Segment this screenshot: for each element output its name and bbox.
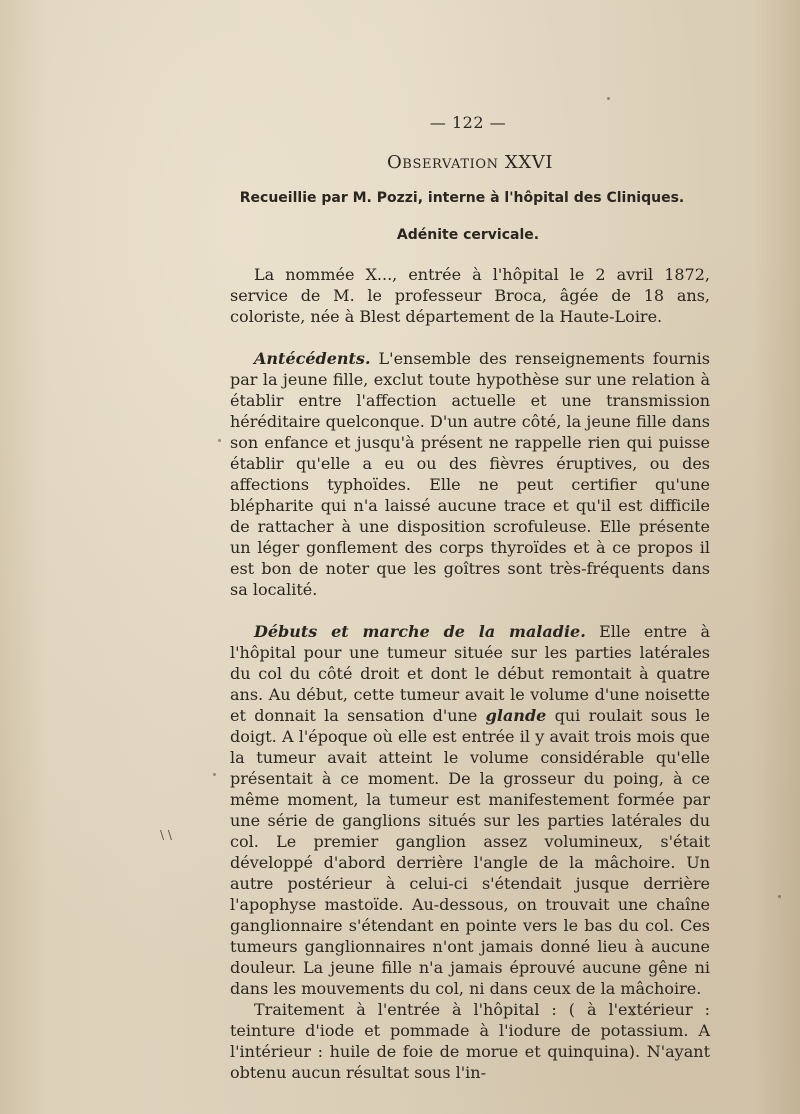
antecedents-text: L'ensemble des renseignements fournis par la jeune fille, exclut toute hypothèse sur une relation à établir entre l'affection actuelle et une transmission héréditaire quelconque. D'un autre côté, la jeune fille dans son enfance et jusqu'à présent ne rappelle rien qui puisse établir qu'elle a eu ou des fièvres éruptives, ou des affections typhoïdes. Elle ne peut certifier qu'une blépharite qui n'a laissé aucune trace et qu'il est difficile de rattacher à une disposition scrofuleuse. Elle présente un léger gonflement des corps thyroïdes et à ce propos il est bon de noter que les goîtres sont très-fréquents dans sa localité.: [230, 349, 710, 599]
antecedents-heading: Antécédents.: [254, 349, 371, 368]
paper-speck: [631, 1013, 634, 1016]
paragraph-treatment: [230, 999, 710, 1083]
body-text: [230, 264, 710, 1083]
paper-speck: [213, 773, 216, 776]
paper-speck: [218, 439, 221, 442]
observation-title: Observation XXVI: [386, 152, 554, 173]
collected-by-line: Recueillie par M. Pozzi, interne à l'hôpital des Cliniques.: [239, 190, 685, 206]
paragraph-disease-course: [230, 621, 710, 999]
paper-speck: [607, 97, 610, 100]
paragraph-intro: [230, 264, 710, 327]
disease-course-heading: Débuts et marche de la maladie.: [254, 622, 586, 641]
margin-mark: \ \: [160, 828, 172, 842]
disease-course-text-a: Elle entre à l'hôpital pour une tumeur située sur les parties latérales du col du côté droit et dont le début remontait à quatre ans. Au début, cette tumeur avait le volume d'une noisette et donnait la sensation d'une: [230, 622, 711, 725]
disease-course-emphasis: glande: [485, 706, 547, 725]
paragraph-antecedents: [230, 348, 710, 600]
case-title: Adénite cervicale.: [396, 227, 540, 243]
disease-course-text-b: qui roulait sous le doigt. A l'époque où elle est entrée il y avait trois mois que la tumeur avait atteint le volume considérable qu'elle présentait à ce moment. De la grosseur du poing, à ce même moment, la tumeur est manifestement formée par une série de ganglions situés sur les parties latérales du col. Le premier ganglion assez volumineux, s'était développé d'abord derrière l'angle de la mâchoire. Un autre postérieur à celui-ci s'étendait jusque derrière l'apophyse mastoïde. Au-dessous, on trouvait une chaîne ganglionnaire s'étendant en pointe vers le bas du col. Ces tumeurs ganglionnaires n'ont jamais donné lieu à aucune douleur. La jeune fille n'a jamais éprouvé aucune gêne ni dans les mouvements du col, ni dans ceux de la mâchoire.: [230, 706, 710, 998]
paragraph-intro-text: La nommée X..., entrée à l'hôpital le 2 avril 1872, service de M. le professeur Broca, âgée de 18 ans, coloriste, née à Blest département de la Haute-Loire.: [230, 265, 710, 326]
page-number: — 122 —: [429, 113, 507, 132]
treatment-text: Traitement à l'entrée à l'hôpital : ( à l'extérieur : teinture d'iode et pommade à l'iodure de potassium. A l'intérieur : huile de foie de morue et quinquina). N'ayant obtenu aucun résultat sous l'in-: [230, 1000, 710, 1082]
paper-speck: [778, 895, 781, 898]
